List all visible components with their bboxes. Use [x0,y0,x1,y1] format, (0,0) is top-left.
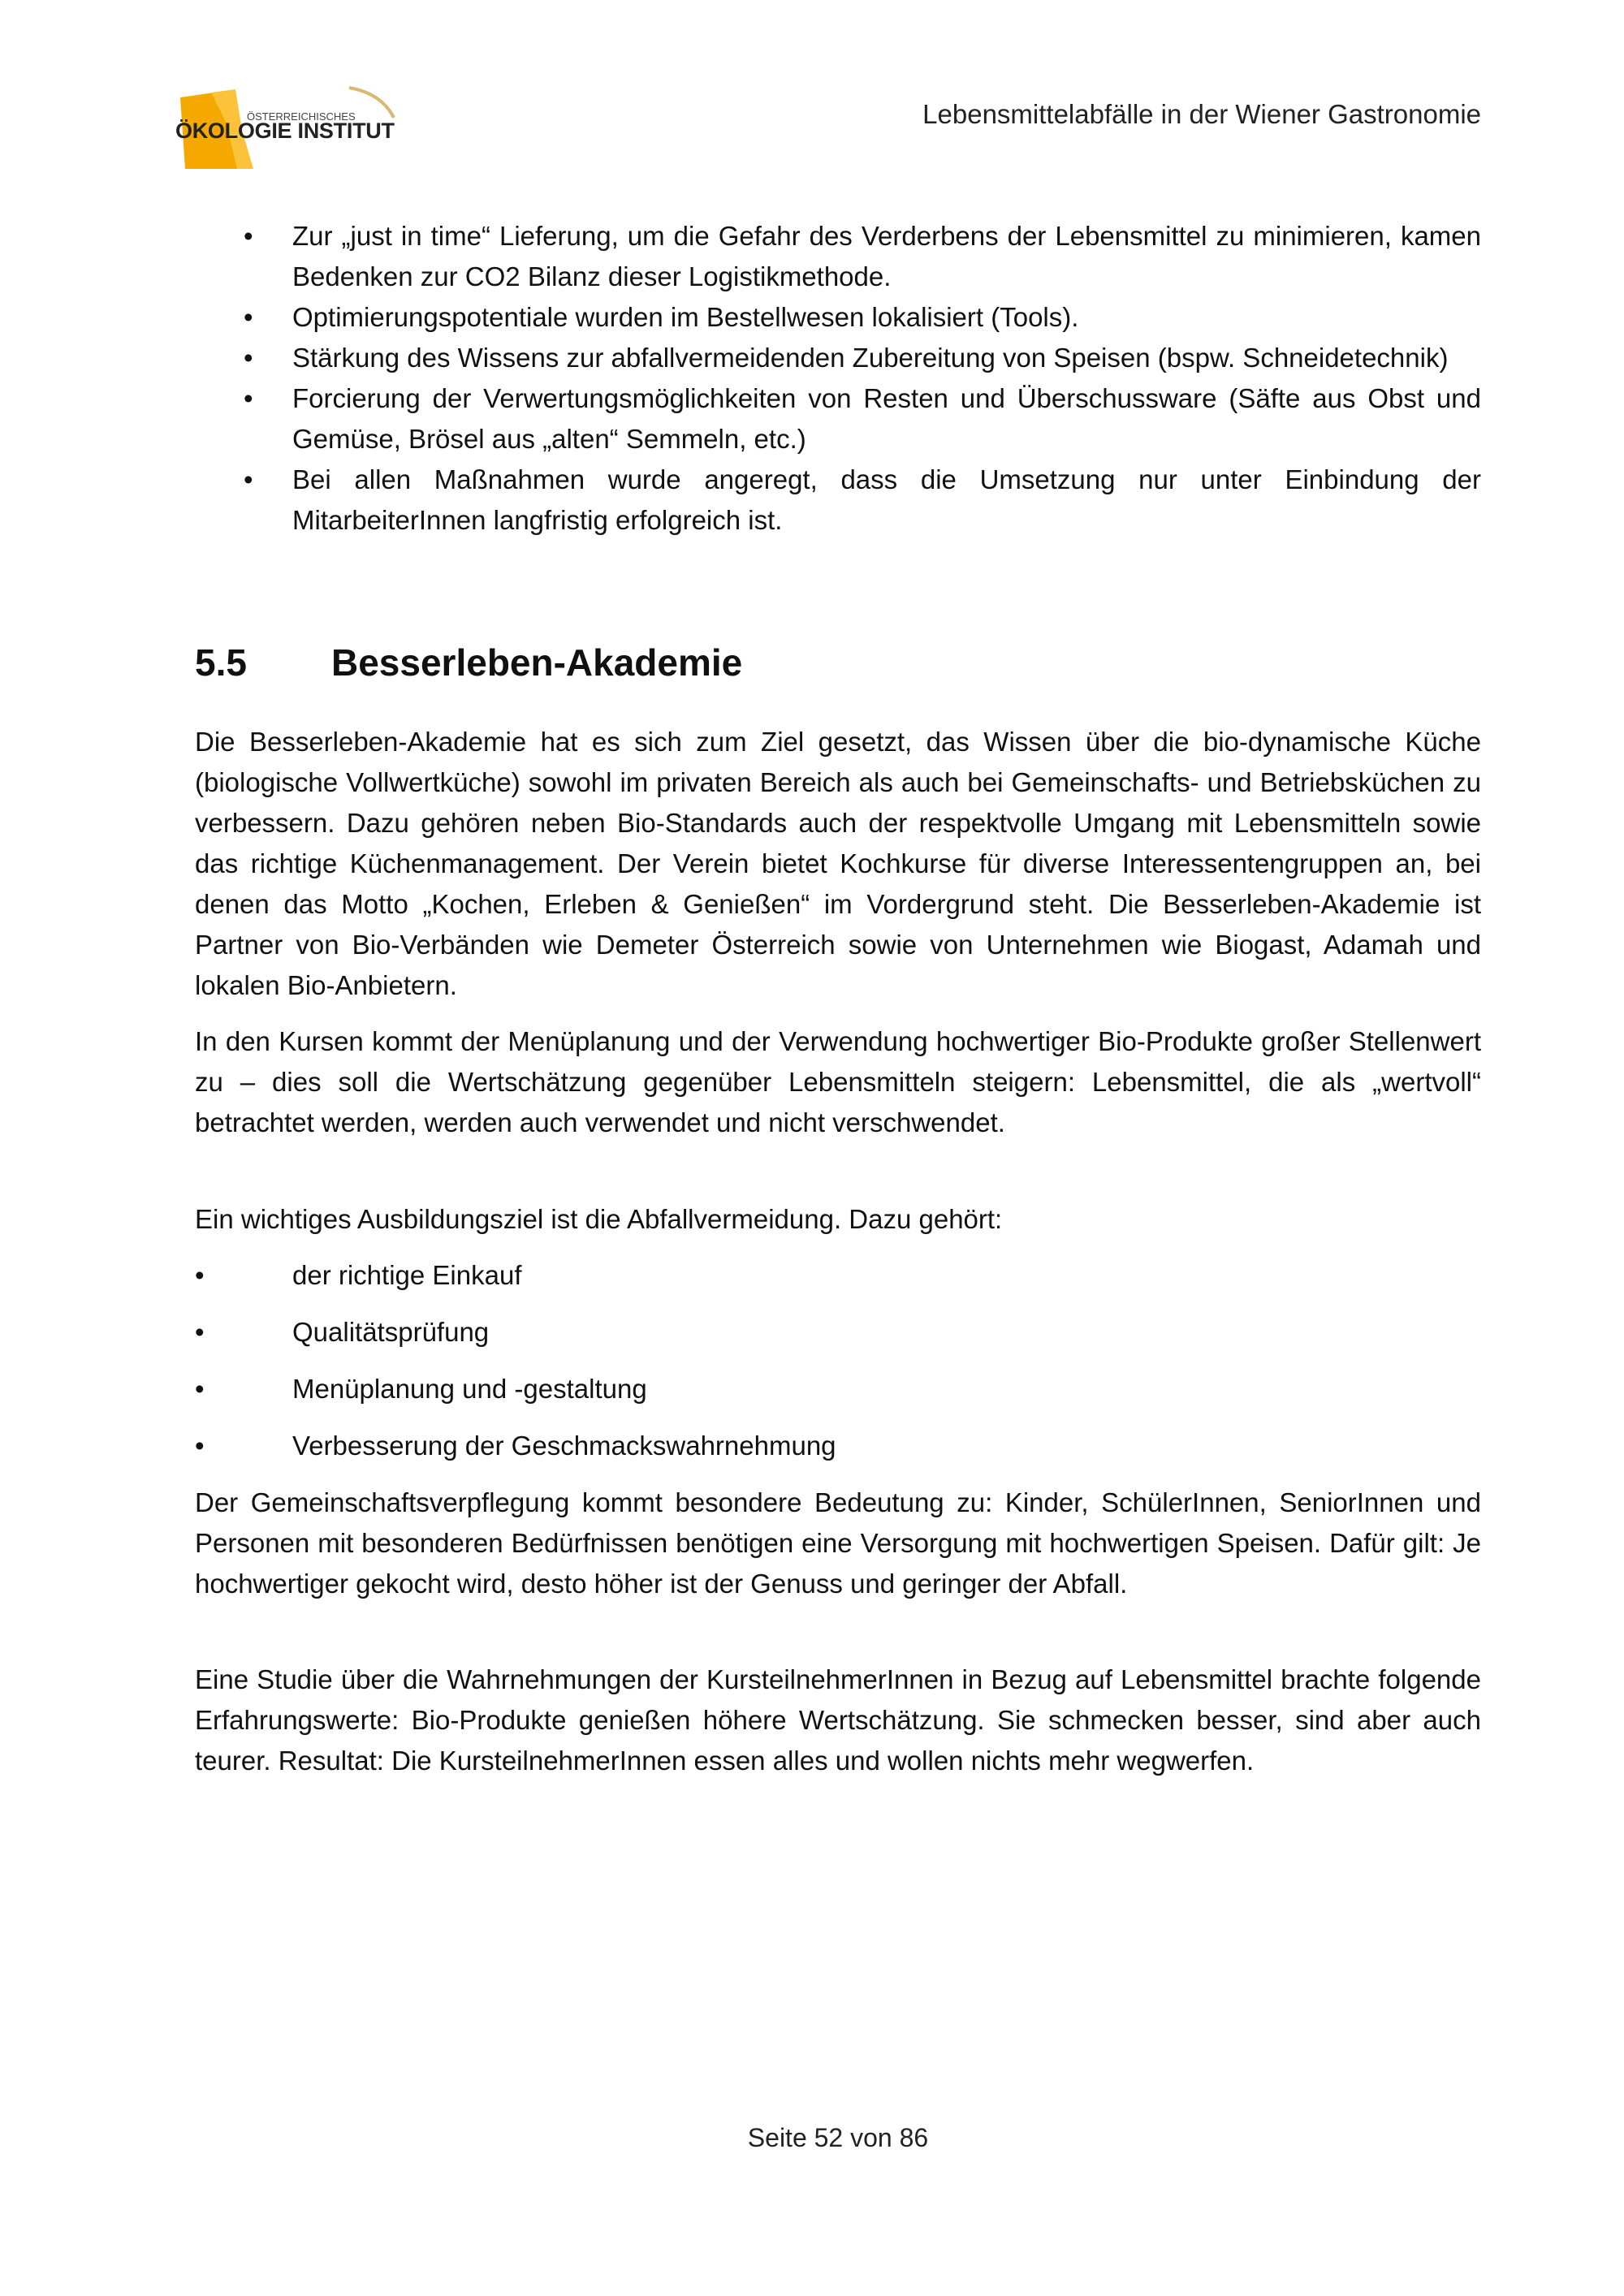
list-item [195,1255,521,1296]
list-item-text: Optimierungspotentiale wurden im Bestellwesen lokalisiert (Tools). [292,302,1079,332]
section-title: Besserleben-Akademie [331,641,743,684]
svg-text:ÖSTERREICHISCHES: ÖSTERREICHISCHES [247,110,356,123]
bullet: • [244,464,253,494]
bullet-list-measures [244,216,1481,541]
bullet: • [244,221,253,251]
list-item [244,216,1481,297]
paragraph: In den Kursen kommt der Menüplanung und der Verwendung hochwertiger Bio-Produkte großer Stellenwert zu – dies soll die Wertschätzung gegenüber Lebensmitteln steigern: Lebensmittel, die als „wertvoll“ betrachtet werden, werden auch verwendet und nicht verschwendet. [195,1026,1481,1137]
list-item [195,1426,836,1466]
logo-graphic [162,73,406,175]
bullet: • [195,1431,205,1461]
bullet: • [244,383,253,413]
bullet: • [195,1317,205,1347]
paragraph: Die Besserleben-Akademie hat es sich zum Ziel gesetzt, das Wissen über die bio-dynamische Küche (biologische Vollwertküche) sowohl im privaten Bereich als auch bei Gemeinschafts- und Betriebsküchen zu verbessern. Dazu gehören neben Bio-Standards auch der respektvolle Umgang mit Lebensmitteln sowie das richtige Küchenmanagement. Der Verein bietet Kochkurse für diverse Interessentengruppen an, bei denen das Motto „Kochen, Erleben & Genießen“ im Vordergrund steht. Die Besserleben-Akademie ist Partner von Bio-Verbänden wie Demeter Österreich sowie von Unternehmen wie Biogast, Adamah und lokalen Bio-Anbietern. [195,727,1481,1000]
list-item [195,1312,489,1353]
bullet: • [195,1260,205,1290]
list-item-text: Zur „just in time“ Lieferung, um die Gefahr des Verderbens der Lebensmittel zu minimieren, kamen Bedenken zur CO2 Bilanz dieser Logistikmethode. [292,221,1481,291]
bullet: • [195,1374,205,1404]
page-number: Seite 52 von 86 [747,2123,929,2152]
list-item-text: Qualitätsprüfung [292,1317,490,1347]
list-item-text: Menüplanung und -gestaltung [292,1374,647,1404]
paragraph: Ein wichtiges Ausbildungsziel ist die Abfallvermeidung. Dazu gehört: [195,1204,1003,1234]
section-number: 5.5 [195,641,247,684]
list-item-text: Bei allen Maßnahmen wurde angeregt, dass die Umsetzung nur unter Einbindung der MitarbeiterInnen langfristig erfolgreich ist. [292,464,1481,535]
list-item [244,297,1481,338]
list-item [244,460,1481,541]
paragraph: Der Gemeinschaftsverpflegung kommt besondere Bedeutung zu: Kinder, SchülerInnen, SeniorInnen und Personen mit besonderen Bedürfnissen benötigen eine Versorgung mit hochwertigen Speisen. Dafür gilt: Je hochwertiger gekocht wird, desto höher ist der Genuss und geringer der Abfall. [195,1487,1481,1599]
list-item-text: Stärkung des Wissens zur abfallvermeidenden Zubereitung von Speisen (bspw. Schneidetechnik) [292,343,1449,373]
list-item [195,1369,647,1409]
list-item-text: Verbesserung der Geschmackswahrnehmung [292,1431,836,1461]
bullet: • [244,343,253,373]
list-item-text: der richtige Einkauf [292,1260,522,1290]
svg-text:ÖKOLOGIE INSTITUT: ÖKOLOGIE INSTITUT [175,119,395,143]
list-item [244,338,1481,378]
list-item [244,378,1481,460]
list-item-text: Forcierung der Verwertungsmöglichkeiten von Resten und Überschussware (Säfte aus Obst und Gemüse, Brösel aus „alten“ Semmeln, etc.) [292,383,1481,454]
bullet: • [244,302,253,332]
section-heading [195,638,742,687]
logo [162,73,406,175]
header-title: Lebensmittelabfälle in der Wiener Gastronomie [922,99,1481,129]
paragraph: Eine Studie über die Wahrnehmungen der KursteilnehmerInnen in Bezug auf Lebensmittel brachte folgende Erfahrungswerte: Bio-Produkte genießen höhere Wertschätzung. Sie schmecken besser, sind aber auch teurer. Resultat: Die KursteilnehmerInnen essen alles und wollen nichts mehr wegwerfen. [195,1664,1481,1776]
